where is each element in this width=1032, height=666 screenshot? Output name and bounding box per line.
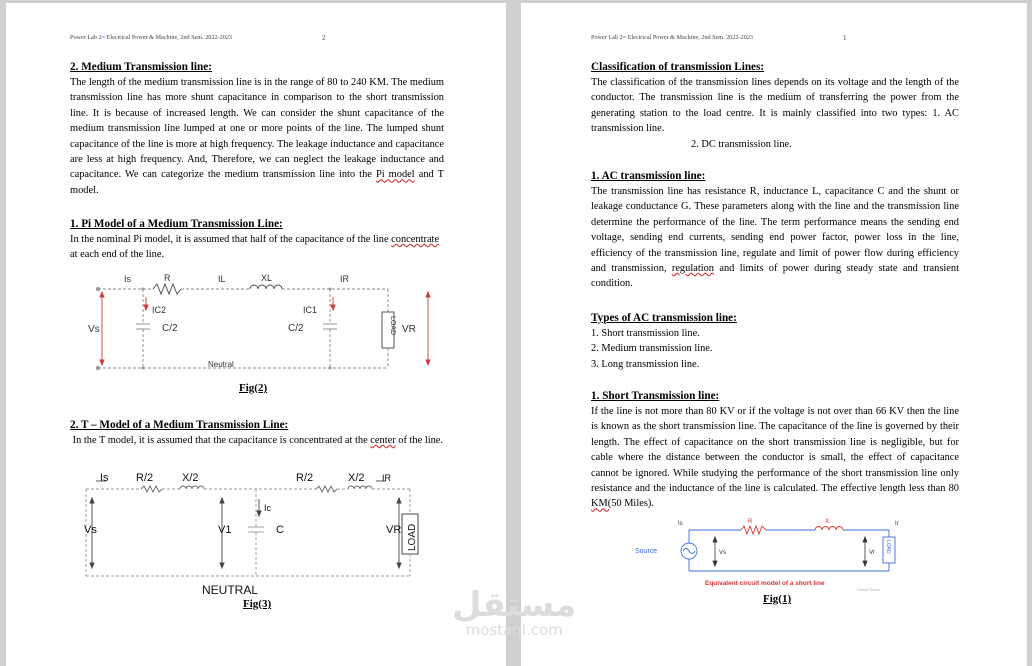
label-x: X	[825, 519, 830, 525]
heading-medium-line: 2. Medium Transmission line:	[70, 61, 212, 73]
page-number: 1	[843, 34, 847, 42]
label-ir: IR	[340, 274, 349, 284]
label-ir: IR	[382, 473, 391, 483]
label-c2-right: C/2	[288, 323, 304, 334]
types-item: 2. Medium transmission line.	[591, 343, 713, 355]
section-types	[591, 311, 959, 372]
label-c: C	[276, 524, 284, 536]
paragraph-short-line: If the line is not more than 80 KV or if the voltage is not over than 66 KV then the line is known as the short transmission line. The capacitance of the line is governed by their length. The effect of capacitance on the short transmission line is negligible, but for cable where the distance between the conductor is small, the effect of capacitance cannot be ignored. While studying the performance of the short transmission line only resistance and the inductance of the line is calculated. The effective length less than 80 KM(50 Miles).	[591, 406, 959, 510]
label-vs: Vs	[84, 524, 97, 536]
label-ic: Ic	[264, 503, 272, 513]
page-number: 2	[322, 34, 326, 42]
figure-2-caption: Fig(2)	[239, 382, 268, 394]
label-xl: XL	[261, 273, 273, 283]
heading-short-line: 1. Short Transmission line:	[591, 390, 720, 402]
section-medium-line	[70, 60, 444, 198]
page-header-left: Power Lab 2≈ Electrical Power & Machine, 2nd Sem. 2022-2023	[70, 34, 233, 41]
t-model-circuit-diagram	[76, 469, 436, 599]
short-line-circuit-diagram	[633, 513, 933, 593]
label-is: Is	[100, 472, 109, 484]
page-header-right: Power Lab 2≈ Electrical Power & Machine, 2nd Sem. 2022-2023	[591, 34, 754, 41]
pi-model-link: Pi model	[375, 169, 415, 181]
label-load: LOAD	[407, 523, 418, 551]
label-load: LOAD	[885, 540, 891, 554]
watermark-arabic: مستقل	[452, 585, 577, 625]
header-course: Power Lab 2	[591, 34, 623, 41]
figure-3-caption: Fig(3)	[243, 598, 272, 610]
mostaql-watermark	[452, 585, 577, 639]
heading-ac-line: 1. AC transmission line:	[591, 170, 706, 182]
section-pi-model	[70, 217, 444, 263]
label-x2-left: X/2	[182, 472, 199, 484]
label-is: Is	[124, 274, 132, 284]
header-subtitle: Electrical Power & Machine, 2nd Sem. 2022-2023	[106, 34, 233, 41]
section-short-line	[591, 389, 959, 512]
squiggly-word: center	[370, 435, 396, 446]
label-r2-left: R/2	[136, 472, 154, 484]
page-left	[6, 3, 506, 666]
squiggly-word: concentrate	[391, 234, 440, 245]
label-load: LOAD	[389, 316, 396, 336]
header-subtitle: Electrical Power & Machine, 2nd Sem. 2022-2023	[627, 34, 754, 41]
label-c2-left: C/2	[162, 323, 178, 334]
paragraph-t-model: In the T model, it is assumed that the capacitance is concentrated at the center of the line.	[72, 435, 444, 446]
section-classification	[591, 60, 959, 152]
paragraph-pi-model: In the nominal Pi model, it is assumed that half of the capacitance of the line concentrate at each end of the line.	[70, 234, 440, 261]
label-r: R	[748, 519, 753, 525]
types-item: 1. Short transmission line.	[591, 328, 700, 339]
squiggly-word: regulation	[671, 263, 714, 275]
section-ac-line	[591, 169, 959, 292]
label-v1: V1	[218, 524, 232, 536]
label-ir: Ir	[895, 521, 899, 527]
label-source: Source	[635, 548, 658, 555]
label-vr: VR	[386, 524, 402, 536]
heading-types: Types of AC transmission line:	[591, 312, 737, 324]
types-item: 3. Long transmission line.	[591, 358, 700, 370]
watermark-latin: mostaql.com	[465, 621, 563, 639]
header-course: Power Lab 2	[70, 34, 102, 41]
label-x2-right: X/2	[348, 472, 365, 484]
label-neutral: Neutral	[208, 360, 234, 369]
diagram-credit: Circuit Globe	[857, 587, 881, 592]
heading-pi-model: 1. Pi Model of a Medium Transmission Line:	[70, 218, 283, 230]
heading-classification: Classification of transmission Lines:	[591, 61, 765, 73]
label-vr: VR	[402, 324, 416, 335]
label-neutral: NEUTRAL	[202, 583, 259, 597]
label-is: Is	[678, 521, 683, 527]
pi-model-circuit-diagram	[88, 269, 438, 379]
paragraph-medium-line: The length of the medium transmission line is in the range of 80 to 240 KM. The medium transmission line has more shunt capacitance in comparison to the short transmission line. It is because of increased length. We can consider the shunt capacitance of the medium transmission line lumped at one or more points of the line. The lumped shunt capacitance of the line is more at high frequency. The leakage inductance and capacitance are less at high frequency. And, Therefore, we can neglect the leakage inductance and capacitance. We can categorize the medium transmission line into the Pi model and T model.	[70, 77, 444, 196]
section-t-model	[70, 418, 444, 448]
diagram-title: Equivalent circuit model of a short line	[705, 580, 825, 587]
label-ic1: IC1	[303, 305, 318, 315]
label-vs: Vs	[719, 550, 727, 556]
paragraph-ac-line: The transmission line has resistance R, inductance L, capacitance C and the shunt or leakage conductance G. These parameters along with the line and the transmission line determine the performance of the line. The term performance means the sending end voltage, sending end currents, sending end power factor, power loss in the line, efficiency of the transmission line, regulate and limit of power flow during efficiency and transmission, regulation and limits of power during steady state and transient condition.	[591, 186, 959, 290]
paragraph-classification: The classification of the transmission lines depends on its voltage and the length of the conductor. The transmission line is the medium of transferring the power from the generating station to the load centre. It is mainly classified into two types: 1. AC transmission line.	[591, 77, 959, 135]
page-right	[521, 3, 1027, 666]
label-r: R	[164, 273, 171, 283]
squiggly-word: KM(	[591, 498, 612, 510]
label-r2-right: R/2	[296, 472, 314, 484]
figure-1-caption: Fig(1)	[763, 593, 792, 605]
label-ic2: IC2	[152, 305, 167, 315]
label-vr: Vr	[869, 550, 875, 556]
label-vs: Vs	[88, 324, 100, 335]
label-il: IL	[218, 274, 226, 284]
dc-line-item: 2. DC transmission line.	[691, 138, 792, 150]
heading-t-model: 2. T – Model of a Medium Transmission Line:	[70, 419, 289, 431]
